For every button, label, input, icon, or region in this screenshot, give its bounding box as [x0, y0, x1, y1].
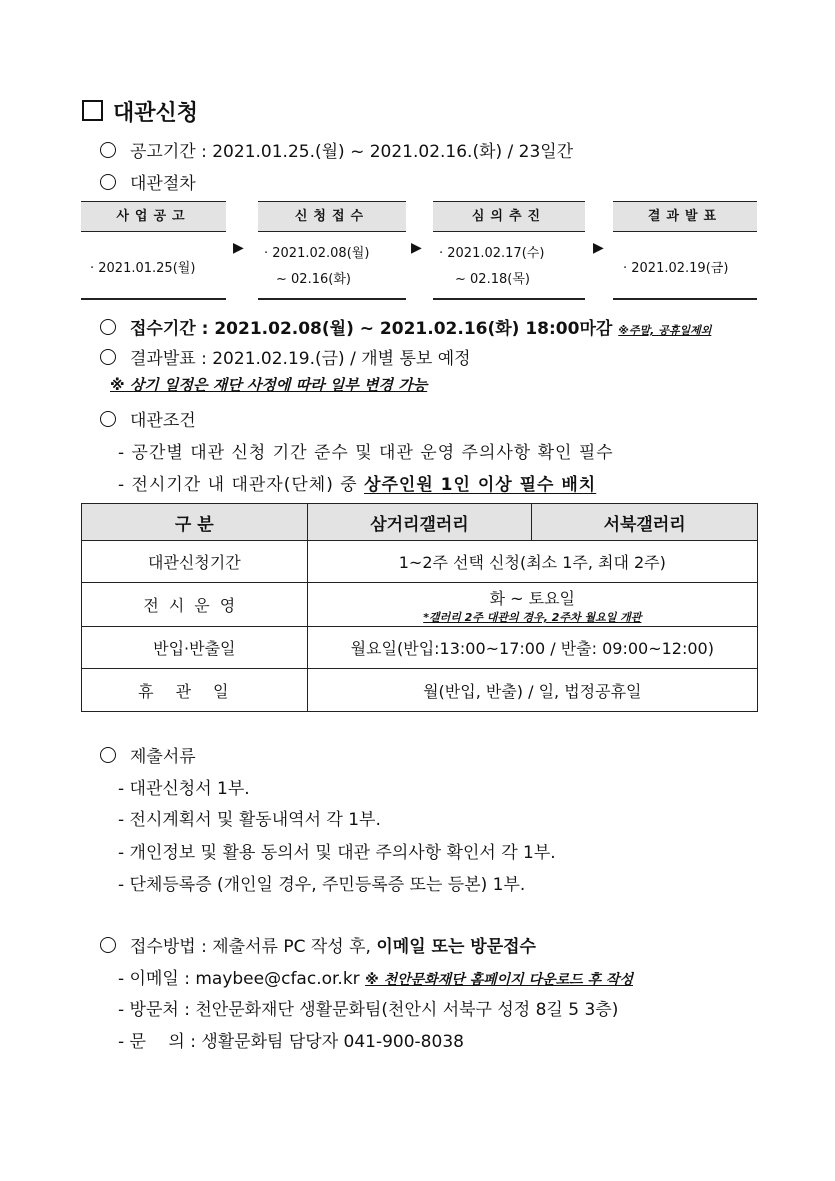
row-value: 화 ~ 토요일	[489, 589, 576, 608]
reception-note: ※주말, 공휴일제외	[618, 324, 712, 337]
rental-info-table	[81, 503, 758, 712]
conditions-line	[100, 406, 196, 431]
document-item: - 전시계획서 및 활동내역서 각 1부.	[118, 810, 381, 830]
reception-label: 접수기간	[130, 319, 196, 339]
row-value: 월요일(반입:13:00~17:00 / 반출: 09:00~12:00)	[307, 627, 757, 669]
step-4-body: · 2021.02.19(금)	[623, 261, 729, 276]
circle-bullet-icon	[100, 319, 116, 335]
procedure-label: 대관절차	[130, 174, 196, 194]
circle-bullet-icon	[100, 349, 116, 365]
email-address: : maybee@cfac.or.kr	[184, 969, 360, 989]
method-line: 접수방법 : 제출서류 PC 작성 후, 이메일 또는 방문접수	[100, 932, 536, 957]
conditions-label: 대관조건	[130, 411, 196, 431]
step-4-title: 결과발표	[613, 201, 757, 232]
arrow-right-icon: ▶	[233, 240, 244, 256]
notice-label: 공고기간	[130, 142, 196, 162]
method-label: 접수방법	[130, 937, 196, 957]
step-1-title: 사업공고	[81, 201, 226, 232]
row-value-cell	[307, 583, 757, 627]
row-label: 대관신청기간	[82, 541, 308, 583]
section-title: 대관신청	[82, 96, 198, 127]
row-label: 전시운영	[82, 583, 308, 627]
step-3-body: · 2021.02.17(수) ~ 02.18(목)	[439, 246, 545, 287]
reception-period-line	[100, 314, 711, 339]
documents-label: 제출서류	[130, 747, 196, 767]
table-header-cell: 서북갤러리	[532, 504, 758, 541]
method-email-line: - 이메일 : maybee@cfac.or.kr ※ 천안문화재단 홈페이지 다운로드 후 작성	[118, 969, 633, 989]
result-line	[100, 344, 471, 369]
document-item: - 개인정보 및 활용 동의서 및 대관 주의사항 확인서 각 1부.	[118, 843, 556, 863]
condition-item-2: - 전시기간 내 대관자(단체) 중 상주인원 1인 이상 필수 배치	[118, 475, 597, 495]
circle-bullet-icon	[100, 937, 116, 953]
row-value: 월(반입, 반출) / 일, 법정공휴일	[307, 669, 757, 712]
row-note: *갤러리 2주 대관의 경우, 2주차 월요일 개관	[423, 611, 642, 624]
row-label: 반입·반출일	[82, 627, 308, 669]
email-note: ※ 천안문화재단 홈페이지 다운로드 후 작성	[365, 972, 633, 988]
reception-value: : 2021.02.08(월) ~ 2021.02.16(화) 18:00마감	[201, 319, 613, 339]
document-item: - 대관신청서 1부.	[118, 779, 250, 799]
step-2-body: · 2021.02.08(월) ~ 02.16(화)	[264, 246, 370, 287]
documents-line	[100, 742, 196, 767]
table-row	[82, 583, 758, 627]
table-row	[82, 541, 758, 583]
result-label: 결과발표	[130, 349, 196, 369]
row-value: 1~2주 선택 신청(최소 1주, 최대 2주)	[307, 541, 757, 583]
method-contact-line: - 문 의 : 생활문화팀 담당자 041-900-8038	[118, 1032, 464, 1052]
step-2-title: 신청접수	[258, 201, 406, 232]
document-item: - 단체등록증 (개인일 경우, 주민등록증 또는 등본) 1부.	[118, 875, 526, 895]
notice-period-line	[100, 137, 573, 162]
step-1-body: · 2021.01.25(월)	[90, 261, 196, 276]
circle-bullet-icon	[100, 747, 116, 763]
condition-item-2-emphasis: 상주인원 1인 이상 필수 배치	[364, 475, 597, 495]
procedure-line	[100, 169, 196, 194]
arrow-right-icon: ▶	[593, 240, 604, 256]
arrow-right-icon: ▶	[411, 240, 422, 256]
circle-bullet-icon	[100, 174, 116, 190]
row-label: 휴관일	[82, 669, 308, 712]
notice-value: : 2021.01.25.(월) ~ 2021.02.16.(화) / 23일간	[201, 142, 574, 162]
checkbox-square-icon	[82, 100, 103, 121]
table-row	[82, 627, 758, 669]
circle-bullet-icon	[100, 411, 116, 427]
table-header-cell: 삼거리갤러리	[307, 504, 532, 541]
table-row	[82, 669, 758, 712]
step-3-title: 심의추진	[433, 201, 585, 232]
table-header-cell: 구 분	[82, 504, 308, 541]
schedule-change-note: ※ 상기 일정은 재단 사정에 따라 일부 변경 가능	[110, 376, 428, 394]
condition-item-1: - 공간별 대관 신청 기간 준수 및 대관 운영 주의사항 확인 필수	[118, 443, 614, 463]
table-header-row	[82, 504, 758, 541]
method-visit-line: - 방문처 : 천안문화재단 생활문화팀(천안시 서북구 성정 8길 5 3층)	[118, 1000, 619, 1020]
method-emphasis: 이메일 또는 방문접수	[376, 937, 536, 957]
result-value: : 2021.02.19.(금) / 개별 통보 예정	[201, 349, 471, 369]
circle-bullet-icon	[100, 142, 116, 158]
